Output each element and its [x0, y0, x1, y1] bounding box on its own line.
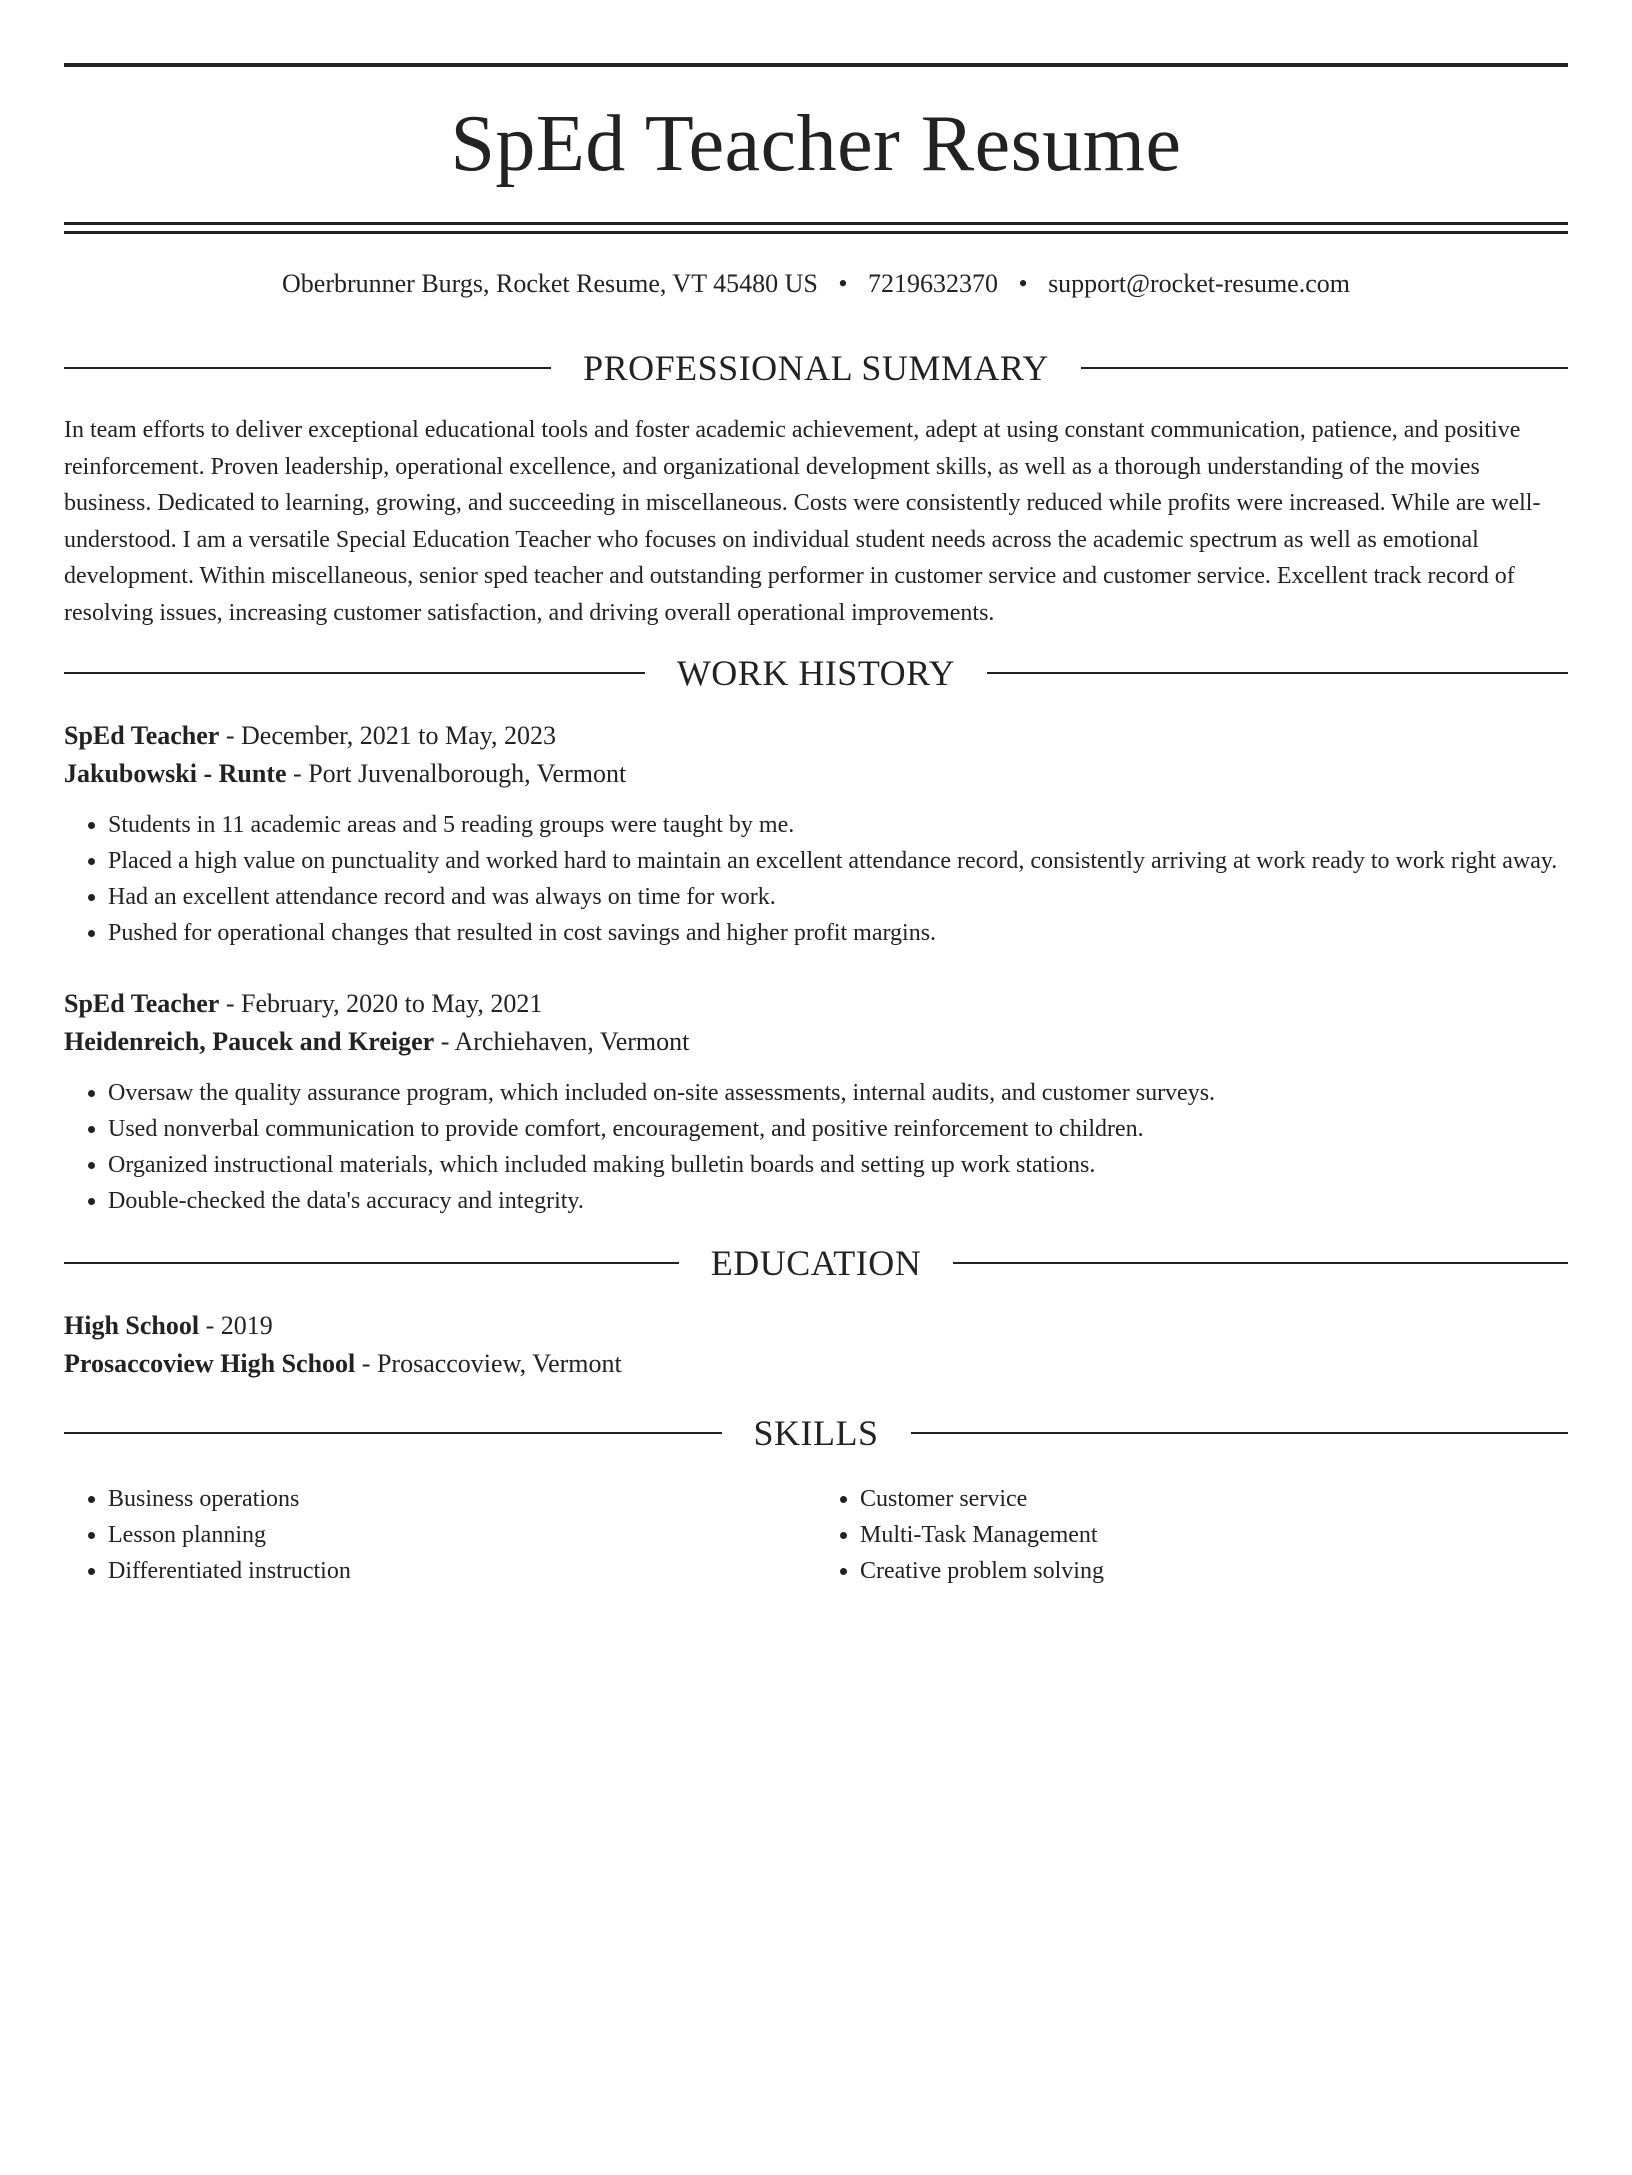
job-bullet: • Used nonverbal communication to provide comfort, encouragement, and positive reinforcement to children. [108, 1111, 1568, 1147]
job-bullet: • Pushed for operational changes that resulted in cost savings and higher profit margins. [108, 915, 1568, 951]
job-bullets [64, 807, 1568, 951]
work-section-header [64, 651, 1568, 695]
job-location: Archiehaven, Vermont [454, 1027, 690, 1056]
contact-phone: 7219632370 [867, 269, 998, 298]
job-company: Jakubowski - Runte [64, 759, 287, 788]
skills-list-left [64, 1481, 816, 1589]
job-bullet: • Placed a high value on punctuality and worked hard to maintain an excellent attendance record, consistently arriving at work ready to work right away. [108, 843, 1568, 879]
education-school-line [64, 1345, 1568, 1383]
section-rule-left [64, 1432, 722, 1434]
job-entry [64, 717, 1568, 951]
dash: - [205, 1311, 215, 1340]
skill-item: • Creative problem solving [860, 1553, 1568, 1589]
education-degree: High School [64, 1311, 200, 1340]
job-company-line [64, 1023, 1568, 1061]
dash: - [293, 759, 302, 788]
dash: - [225, 721, 235, 750]
education-school: Prosaccoview High School [64, 1349, 356, 1378]
job-title-line [64, 717, 1568, 755]
section-rule-left [64, 672, 645, 674]
dash: - [440, 1027, 450, 1056]
skill-item: • Customer service [860, 1481, 1568, 1517]
job-dates: December, 2021 to May, 2023 [241, 721, 556, 750]
dash: - [225, 989, 235, 1018]
section-rule-right [987, 672, 1568, 674]
section-rule-left [64, 1262, 679, 1264]
skills-columns [64, 1481, 1568, 1589]
contact-email: support@rocket-resume.com [1048, 269, 1350, 298]
summary-text: In team efforts to deliver exceptional educational tools and foster academic achievement, adept at using constant communication, patience, and positive reinforcement. Proven leadership, operational excellence, and organizational development skills, as well as a thorough understanding of the movies business. Dedicated to learning, growing, and succeeding in miscellaneous. Costs were consistently reduced while profits were increased. While are well-understood. I am a versatile Special Education Teacher who focuses on individual student needs across the academic spectrum as well as emotional development. Within miscellaneous, senior sped teacher and outstanding performer in customer service and customer service. Excellent track record of resolving issues, increasing customer satisfaction, and driving overall operational improvements. [64, 417, 1541, 626]
education-degree-line [64, 1307, 1568, 1345]
job-bullet: • Students in 11 academic areas and 5 reading groups were taught by me. [108, 807, 1568, 843]
job-company-line [64, 755, 1568, 793]
skill-item: • Differentiated instruction [108, 1553, 816, 1589]
resume-title: SpEd Teacher Resume [450, 100, 1182, 188]
skills-list-right [816, 1481, 1568, 1589]
contact-separator: • [1018, 269, 1028, 298]
section-rule-left [64, 367, 551, 369]
section-rule-right [953, 1262, 1568, 1264]
section-rule-right [911, 1432, 1569, 1434]
education-entry [64, 1307, 1568, 1383]
top-rule [64, 63, 1568, 67]
skills-heading: SKILLS [753, 1413, 879, 1453]
skill-item: • Multi-Task Management [860, 1517, 1568, 1553]
resume-page [0, 63, 1632, 2175]
job-location: Port Juvenalborough, Vermont [308, 759, 627, 788]
job-bullets [64, 1075, 1568, 1219]
skills-section-header [64, 1411, 1568, 1455]
title-double-rule [64, 222, 1568, 234]
education-location: Prosaccoview, Vermont [376, 1349, 622, 1378]
summary-section-header [64, 346, 1568, 390]
job-bullet: • Organized instructional materials, which included making bulletin boards and setting up work stations. [108, 1147, 1568, 1183]
dash: - [361, 1349, 371, 1378]
summary-heading: PROFESSIONAL SUMMARY [583, 348, 1049, 388]
job-company: Heidenreich, Paucek and Kreiger [64, 1027, 435, 1056]
job-entry [64, 985, 1568, 1219]
skill-item: • Lesson planning [108, 1517, 816, 1553]
job-title-line [64, 985, 1568, 1023]
job-dates: February, 2020 to May, 2021 [241, 989, 543, 1018]
skill-item: • Business operations [108, 1481, 816, 1517]
contact-separator: • [838, 269, 848, 298]
contact-line [64, 266, 1568, 302]
job-bullet: • Double-checked the data's accuracy and integrity. [108, 1183, 1568, 1219]
section-rule-right [1081, 367, 1568, 369]
education-heading: EDUCATION [710, 1243, 922, 1283]
contact-address: Oberbrunner Burgs, Rocket Resume, VT 45480 US [282, 269, 818, 298]
job-title: SpEd Teacher [64, 989, 220, 1018]
education-year: 2019 [220, 1311, 273, 1340]
job-title: SpEd Teacher [64, 721, 220, 750]
work-heading: WORK HISTORY [676, 653, 956, 693]
job-bullet: • Had an excellent attendance record and was always on time for work. [108, 879, 1568, 915]
education-section-header [64, 1241, 1568, 1285]
job-bullet: • Oversaw the quality assurance program, which included on-site assessments, internal audits, and customer surveys. [108, 1075, 1568, 1111]
